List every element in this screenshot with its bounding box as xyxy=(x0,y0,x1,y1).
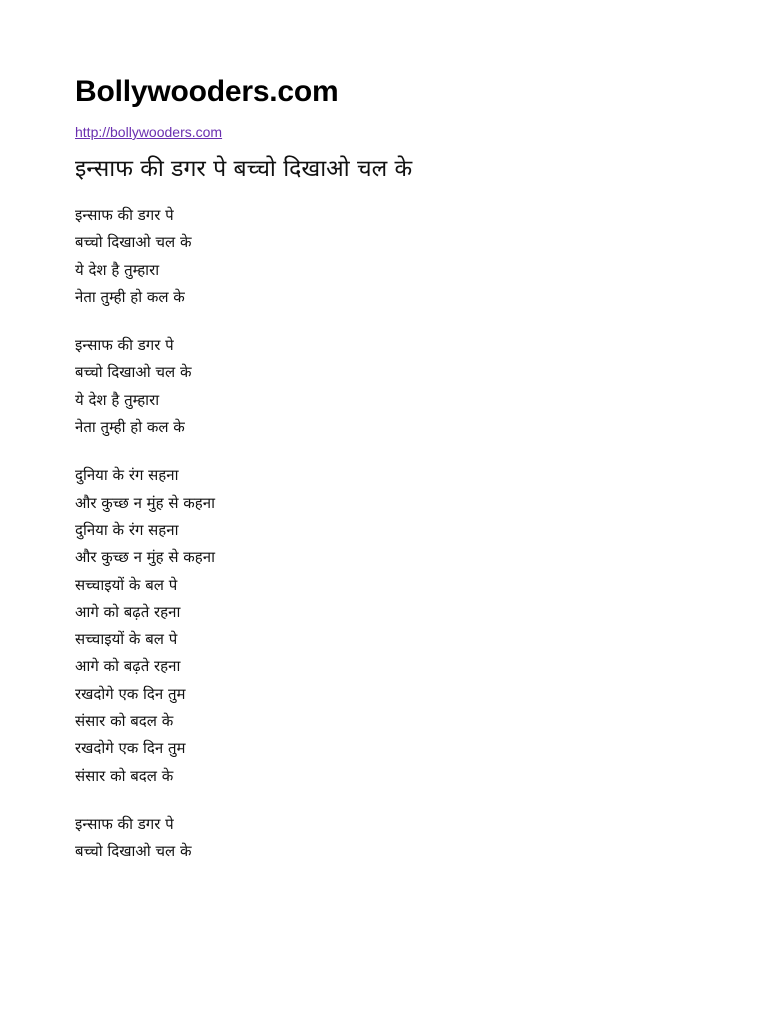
lyric-line: इन्साफ की डगर पे xyxy=(75,336,174,355)
lyric-line: दुनिया के रंग सहना xyxy=(75,466,179,485)
stanza-3 xyxy=(75,462,715,790)
lyrics xyxy=(75,202,715,866)
site-title: Bollywooders.com xyxy=(75,75,339,108)
stanza-2 xyxy=(75,332,715,441)
stanza-1 xyxy=(75,202,715,311)
lyric-line: बच्चो दिखाओ चल के xyxy=(75,842,192,861)
lyric-line: और कुच्छ न मुंह से कहना xyxy=(75,548,215,567)
stanza-4 xyxy=(75,811,715,866)
song-title: इन्साफ की डगर पे बच्चो दिखाओ चल के xyxy=(75,156,413,182)
lyric-line: संसार को बदल के xyxy=(75,712,174,731)
lyric-line: बच्चो दिखाओ चल के xyxy=(75,363,192,382)
lyric-line: इन्साफ की डगर पे xyxy=(75,206,174,224)
lyric-line: ये देश है तुम्हारा xyxy=(75,260,160,279)
lyric-line: रखदोगे एक दिन तुम xyxy=(75,684,186,703)
lyric-line: और कुच्छ न मुंह से कहना xyxy=(75,493,215,512)
lyric-line: सच्चाइयों के बल पे xyxy=(75,630,178,649)
lyric-line: संसार को बदल के xyxy=(75,766,174,785)
lyric-line: सच्चाइयों के बल पे xyxy=(75,575,178,594)
lyric-line: बच्चो दिखाओ चल के xyxy=(75,233,192,252)
lyric-line: नेता तुम्ही हो कल के xyxy=(75,418,185,437)
lyric-line: दुनिया के रंग सहना xyxy=(75,520,179,539)
lyric-line: इन्साफ की डगर पे xyxy=(75,814,174,833)
lyric-line: आगे को बढ़ते रहना xyxy=(75,602,181,621)
lyric-line: नेता तुम्ही हो कल के xyxy=(75,287,185,306)
lyric-line: आगे को बढ़ते रहना xyxy=(75,657,181,676)
document-page xyxy=(75,72,715,887)
lyric-line: ये देश है तुम्हारा xyxy=(75,390,160,409)
lyric-line: रखदोगे एक दिन तुम xyxy=(75,739,186,758)
site-link[interactable]: http://bollywooders.com xyxy=(75,124,223,140)
